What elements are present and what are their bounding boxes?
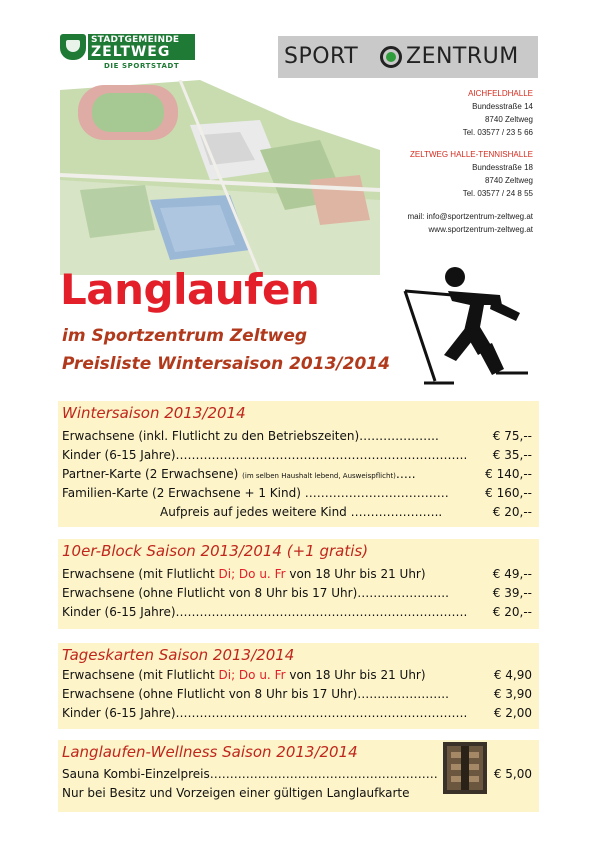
city-logo-slogan: DIE SPORTSTADT <box>104 62 180 70</box>
price-label <box>62 467 416 481</box>
price-label: Kinder (6-15 Jahre)………………………………………………………………. <box>62 605 468 619</box>
price-value: € 3,90 <box>493 687 532 701</box>
price-value: € 140,-- <box>485 467 532 481</box>
price-row <box>62 448 534 466</box>
price-row <box>62 687 534 705</box>
city-logo-band <box>88 34 195 60</box>
zeltweg-city-logo <box>60 34 195 80</box>
subtitle-pricelist: Preisliste Wintersaison 2013/2014 <box>62 354 390 374</box>
price-value: € 49,-- <box>492 567 532 581</box>
price-label: Erwachsene (ohne Flutlicht von 8 Uhr bis 17 Uhr)………………….. <box>62 687 449 701</box>
price-value: € 75,-- <box>492 429 532 443</box>
price-row <box>62 486 534 504</box>
price-label-post: von 18 Uhr bis 21 Uhr) <box>285 668 426 682</box>
hall2-city: 8740 Zeltweg <box>484 176 533 185</box>
price-value: € 39,-- <box>492 586 532 600</box>
price-row <box>62 467 534 485</box>
price-label-note: (im selben Haushalt lebend, Ausweispflicht) <box>242 472 396 480</box>
aerial-photo-sportzentrum <box>60 80 380 275</box>
hall1-phone: Tel. 03577 / 23 5 66 <box>462 128 533 137</box>
price-label: Erwachsene (ohne Flutlicht von 8 Uhr bis 17 Uhr)………………….. <box>62 586 449 600</box>
section-heading: 10er-Block Saison 2013/2014 (+1 gratis) <box>62 542 369 560</box>
price-row <box>62 429 534 447</box>
sauna-photo <box>443 742 487 794</box>
price-label-dots: ….. <box>395 467 416 481</box>
hall2-name: ZELTWEG HALLE-TENNISHALLE <box>410 150 533 159</box>
hall1-city: 8740 Zeltweg <box>484 115 533 124</box>
price-value: € 20,-- <box>492 505 532 519</box>
sport-logo-word-right: ZENTRUM <box>406 44 519 69</box>
logo-dot-icon <box>386 52 396 62</box>
section-wellness <box>58 740 539 812</box>
section-10er-block <box>58 539 539 629</box>
section-wintersaison <box>58 401 539 527</box>
contact-mail[interactable]: mail: info@sportzentrum-zeltweg.at <box>407 212 533 221</box>
contact-hall1 <box>463 87 533 139</box>
price-value: € 5,00 <box>493 767 532 781</box>
price-row <box>62 505 534 523</box>
price-value: € 20,-- <box>492 605 532 619</box>
price-row <box>62 586 534 604</box>
subtitle-location: im Sportzentrum Zeltweg <box>62 326 308 346</box>
tennis-courts <box>310 175 370 225</box>
price-label-post: von 18 Uhr bis 21 Uhr) <box>285 567 426 581</box>
price-label: Familien-Karte (2 Erwachsene + 1 Kind) ……………………………… <box>62 486 449 500</box>
price-label: Aufpreis auf jedes weitere Kind ………………….. <box>160 505 443 519</box>
price-row <box>62 668 534 686</box>
wellness-note: Nur bei Besitz und Vorzeigen einer gültigen Langlaufkarte <box>62 786 410 800</box>
price-value: € 4,90 <box>493 668 532 682</box>
price-value: € 2,00 <box>493 706 532 720</box>
coat-of-arms-icon <box>60 34 86 60</box>
price-label-pre: Erwachsene (mit Flutlicht <box>62 668 219 682</box>
section-tageskarten <box>58 643 539 729</box>
price-label-main: Partner-Karte (2 Erwachsene) <box>62 467 243 481</box>
price-label: Kinder (6-15 Jahre)………………………………………………………………. <box>62 448 468 462</box>
hall2-phone: Tel. 03577 / 24 8 55 <box>462 189 533 198</box>
price-row <box>62 706 534 724</box>
contact-web[interactable]: www.sportzentrum-zeltweg.at <box>428 225 533 234</box>
price-label: Kinder (6-15 Jahre)………………………………………………………………. <box>62 706 468 720</box>
price-value: € 160,-- <box>485 486 532 500</box>
hall1-street: Bundesstraße 14 <box>472 102 533 111</box>
price-row <box>62 605 534 623</box>
hall2-street: Bundesstraße 18 <box>472 163 533 172</box>
cross-country-skier-icon <box>400 265 540 385</box>
sport-logo-word-left: SPORT <box>284 44 359 69</box>
price-row <box>62 567 534 585</box>
section-heading: Wintersaison 2013/2014 <box>62 404 246 422</box>
price-label-pre: Erwachsene (mit Flutlicht <box>62 567 219 581</box>
contact-online <box>408 210 534 236</box>
section-heading: Langlaufen-Wellness Saison 2013/2014 <box>62 743 358 761</box>
sportzentrum-logo <box>278 36 538 78</box>
flutlicht-days: Di; Do u. Fr <box>218 668 286 682</box>
page-title: Langlaufen <box>60 265 320 314</box>
flutlicht-days: Di; Do u. Fr <box>218 567 286 581</box>
price-label: Erwachsene (inkl. Flutlicht zu den Betriebszeiten)……………….. <box>62 429 439 443</box>
section-heading: Tageskarten Saison 2013/2014 <box>62 646 295 664</box>
price-label <box>62 567 426 581</box>
hall1-name: AICHFELDHALLE <box>468 89 533 98</box>
city-logo-line2: ZELTWEG <box>91 44 171 60</box>
city-logo-line1: STADTGEMEINDE <box>91 35 180 45</box>
price-label <box>62 668 426 682</box>
price-value: € 35,-- <box>492 448 532 462</box>
contact-hall2 <box>410 148 533 200</box>
price-label: Sauna Kombi-Einzelpreis………………………………………………… <box>62 767 438 781</box>
